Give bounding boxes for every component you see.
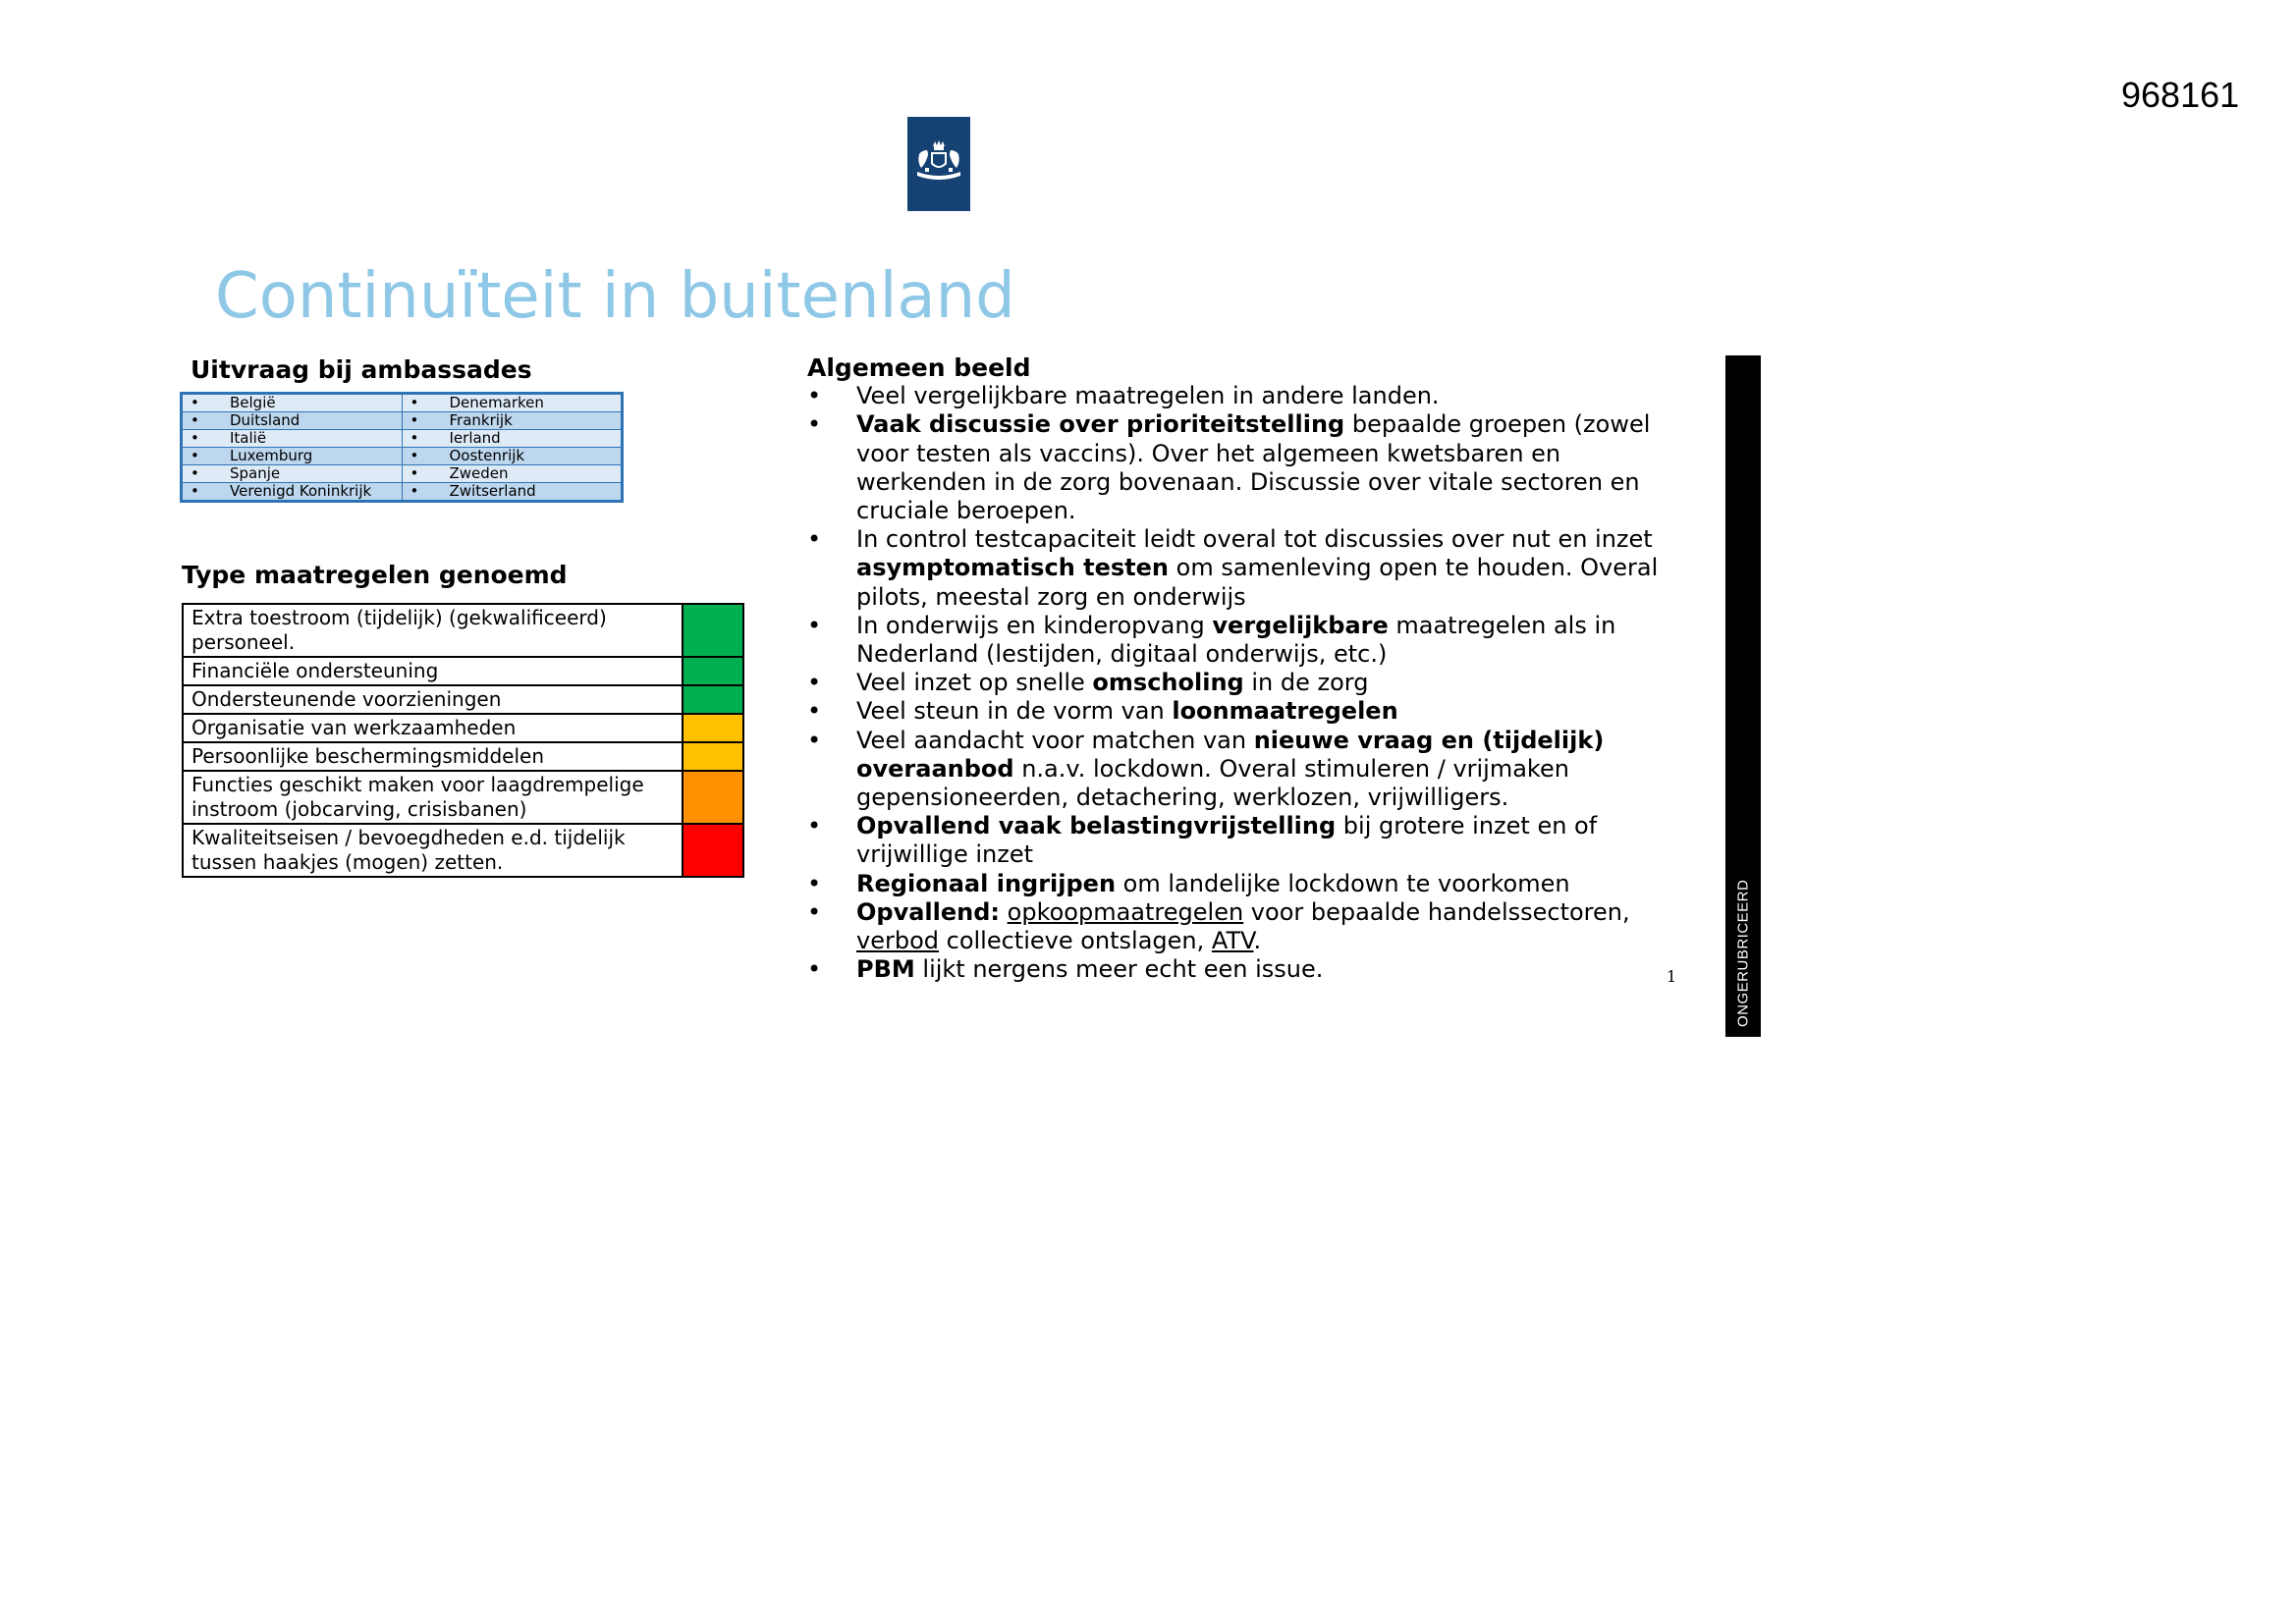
country-name: Denemarken [449,394,544,411]
measure-label: Functies geschikt maken voor laagdrempelige instroom (jobcarving, crisisbanen) [183,771,683,824]
overview-item [807,525,1671,612]
country-cell [402,430,623,448]
text-run: in de zorg [1243,669,1369,697]
underlined-text: opkoopmaatregelen [1007,897,1244,926]
country-cell [182,430,403,448]
countries-heading: Uitvraag bij ambassades [191,355,532,384]
overview-item [807,812,1671,869]
country-name: Ierland [449,429,501,447]
country-cell [182,412,403,430]
text-run: collectieve ontslagen, [939,927,1212,955]
bullet: • [410,447,419,464]
emphasis-text: PBM [856,955,915,984]
country-cell [402,483,623,502]
rijksoverheid-logo [907,117,970,211]
text-run: Veel vergelijkbare maatregelen in andere landen. [856,382,1440,410]
measure-status-swatch [683,657,743,685]
measure-row [183,714,743,742]
text-run: In control testcapaciteit leidt overal tot discussies over nut en inzet [856,525,1653,554]
overview-item [807,669,1671,697]
text-run: Veel steun in de vorm van [856,697,1173,726]
countries-table [180,392,624,503]
text-run: n.a.v. lockdown. Overal stimuleren / vrijmaken gepensioneerden, detachering, werklozen, vrijwilligers. [856,754,1569,812]
page-number: 1 [1667,967,1677,986]
countries-row [182,448,623,465]
bullet: • [410,482,419,500]
countries-row [182,483,623,502]
bullet: • [191,447,199,464]
country-name: Zwitserland [449,482,536,500]
bullet: • [191,429,199,447]
country-name: Italië [230,429,267,447]
country-cell [402,465,623,483]
countries-row [182,430,623,448]
general-overview [807,353,1671,984]
text-run: lijkt nergens meer echt een issue. [914,955,1324,984]
measure-status-swatch [683,742,743,771]
overview-item [807,898,1671,955]
countries-row [182,465,623,483]
measure-status-swatch [683,685,743,714]
country-name: Verenigd Koninkrijk [230,482,372,500]
measure-row [183,742,743,771]
text-run: maatregelen als in Nederland (lestijden, digitaal onderwijs, etc.) [856,611,1616,669]
classification-label: ONGERUBRICEERD [1734,879,1752,1027]
overview-item [807,410,1671,525]
country-cell [402,412,623,430]
overview-item [807,870,1671,898]
measure-row [183,771,743,824]
measure-row [183,824,743,877]
overview-list [807,382,1671,984]
text-run: Veel aandacht voor matchen van [856,726,1254,754]
measure-status-swatch [683,714,743,742]
emphasis-text: Opvallend vaak belastingvrijstelling [856,812,1337,840]
measure-label: Ondersteunende voorzieningen [183,685,683,714]
overview-item [807,727,1671,813]
country-cell [182,394,403,412]
text-run: voor bepaalde handelssectoren, [1243,897,1630,926]
measure-status-swatch [683,604,743,657]
measure-status-swatch [683,771,743,824]
measure-label: Organisatie van werkzaamheden [183,714,683,742]
emphasis-text: Vaak discussie over prioriteitstelling [856,410,1345,439]
country-name: Spanje [230,464,281,482]
countries-row [182,394,623,412]
bullet: • [191,464,199,482]
bullet: • [191,394,199,411]
country-name: Oostenrijk [449,447,525,464]
text-run: . [1253,927,1262,955]
bullet: • [410,394,419,411]
measure-row [183,685,743,714]
classification-bar [1725,355,1761,1037]
bullet: • [191,482,199,500]
text-run: om landelijke lockdown te voorkomen [1116,869,1570,897]
measures-table [182,603,744,878]
country-cell [402,448,623,465]
emphasis-text: loonmaatregelen [1172,697,1398,726]
emphasis-text: vergelijkbare [1212,611,1389,639]
bullet: • [410,411,419,429]
emphasis-text: omscholing [1092,669,1244,697]
country-cell [402,394,623,412]
measure-label: Extra toestroom (tijdelijk) (gekwalificeerd) personeel. [183,604,683,657]
page-title: Continuïteit in buitenland [215,260,1015,333]
text-run: om samenleving open te houden. Overal pilots, meestal zorg en onderwijs [856,554,1659,611]
text-run: bepaalde groepen (zowel voor testen als vaccins). Over het algemeen kwetsbaren en werkenden in de zorg bovenaan. Discussie over vitale sectoren en cruciale beroepen. [856,410,1651,525]
underlined-text: ATV [1211,927,1254,955]
country-cell [182,448,403,465]
measure-label: Persoonlijke beschermingsmiddelen [183,742,683,771]
measure-label: Kwaliteitseisen / bevoegdheden e.d. tijdelijk tussen haakjes (mogen) zetten. [183,824,683,877]
text-run: In onderwijs en kinderopvang [856,611,1213,639]
overview-item [807,382,1671,410]
emphasis-text: nieuwe vraag en (tijdelijk) overaanbod [856,726,1605,783]
text-run: Veel inzet op snelle [856,669,1093,697]
emphasis-text: Opvallend: [856,897,1001,926]
overview-item [807,697,1671,726]
measure-row [183,604,743,657]
country-cell [182,483,403,502]
overview-item [807,612,1671,669]
country-name: Luxemburg [230,447,313,464]
text-run [1000,898,1008,926]
country-name: Zweden [449,464,509,482]
measure-label: Financiële ondersteuning [183,657,683,685]
bullet: • [191,411,199,429]
measure-status-swatch [683,824,743,877]
underlined-text: verbod [856,927,939,955]
coat-of-arms-icon [907,117,970,211]
emphasis-text: asymptomatisch testen [856,554,1169,582]
countries-row [182,412,623,430]
emphasis-text: Regionaal ingrijpen [856,869,1117,897]
country-name: België [230,394,276,411]
bullet: • [410,464,419,482]
document-number: 968161 [2121,75,2240,115]
country-cell [182,465,403,483]
bullet: • [410,429,419,447]
country-name: Duitsland [230,411,301,429]
country-name: Frankrijk [449,411,513,429]
text-run: bij grotere inzet en of vrijwillige inzet [856,812,1598,869]
overview-item [807,955,1671,984]
measures-heading: Type maatregelen genoemd [182,561,568,589]
measure-row [183,657,743,685]
overview-heading: Algemeen beeld [807,353,1031,382]
